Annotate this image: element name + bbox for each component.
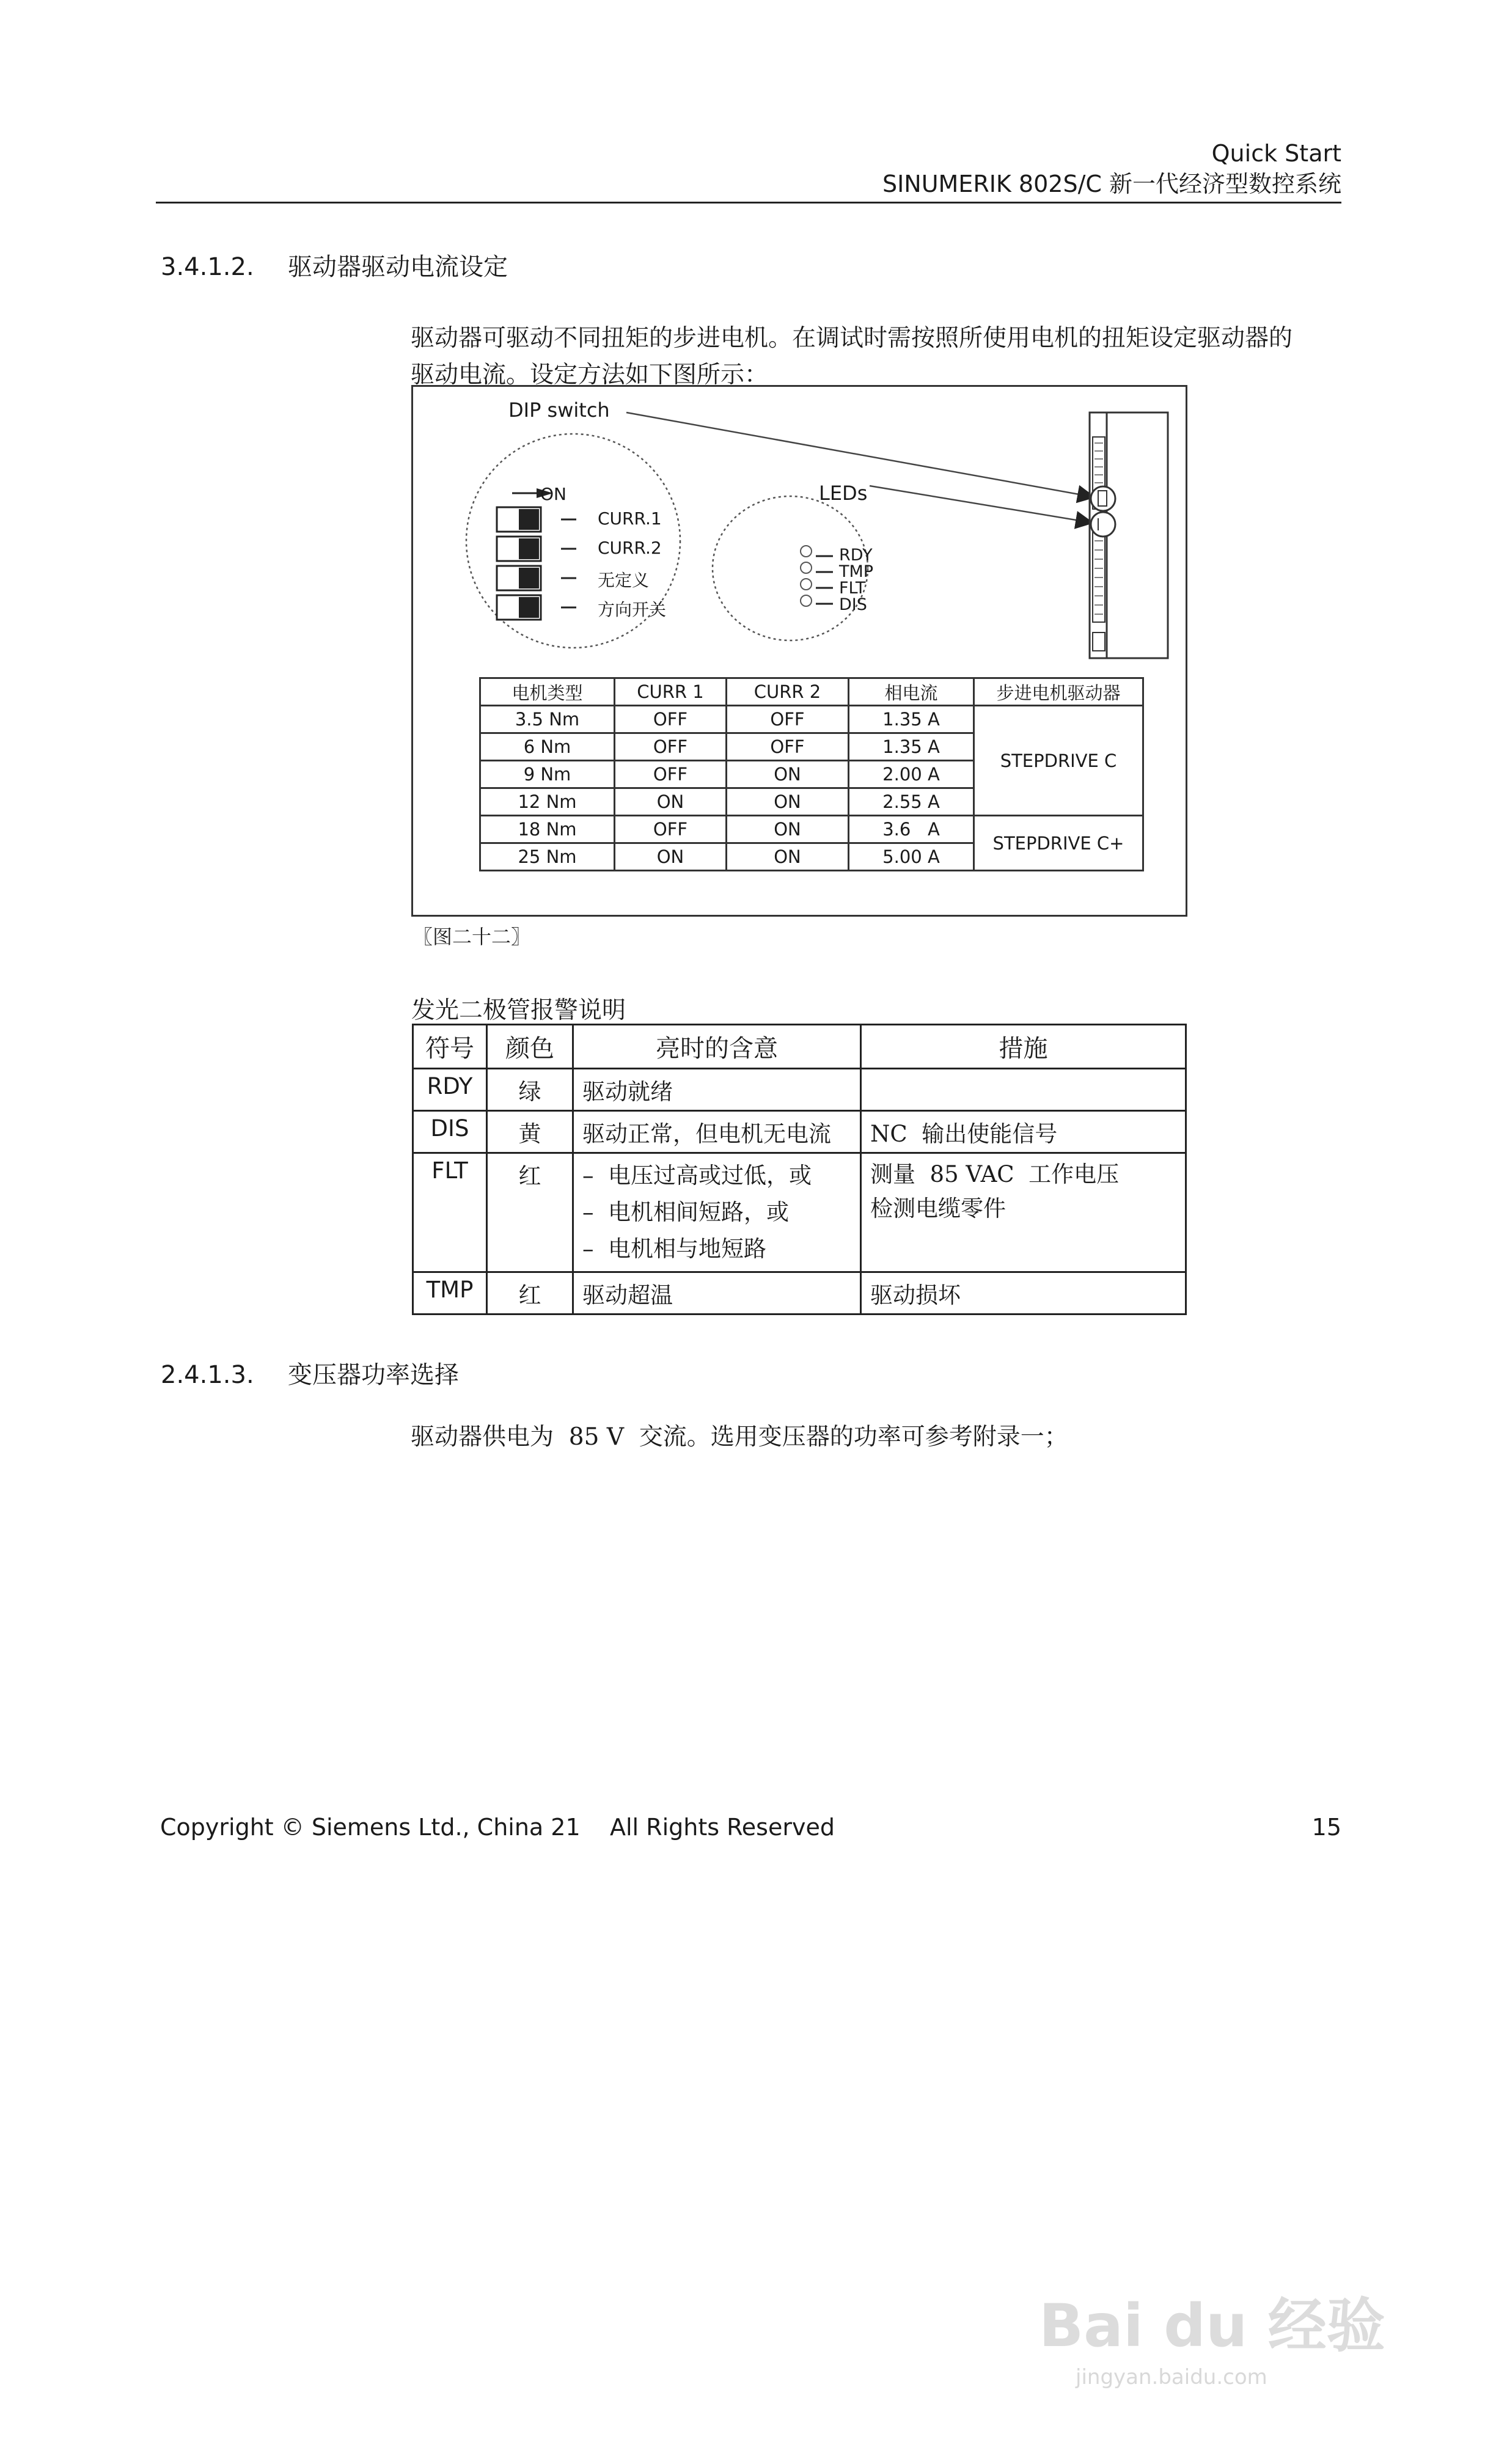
table-cell: 6 Nm: [480, 733, 615, 761]
table-cell: OFF: [615, 761, 727, 788]
led-color-cell: 绿: [487, 1069, 573, 1111]
table-cell: ON: [615, 843, 727, 871]
drive-unit-icon: [1090, 413, 1168, 658]
dip-switch-3-knob: [519, 568, 539, 588]
current-settings-table: [479, 677, 1144, 871]
table-cell: 2.55 A: [849, 788, 974, 816]
led-action-cell: [861, 1153, 1186, 1272]
led-pointer-line: [870, 486, 1091, 522]
table-cell: 25 Nm: [480, 843, 615, 871]
dip-switch-2-knob: [519, 538, 539, 559]
figure-caption: 〖图二十二〗: [413, 925, 531, 948]
dip-switch-bank: [497, 507, 541, 620]
table-cell: ON: [615, 788, 727, 816]
led-color-cell: 红: [487, 1153, 573, 1272]
header-subtitle: SINUMERIK 802S/C 新一代经济型数控系统: [882, 170, 1341, 197]
paragraph-line: 驱动电流。设定方法如下图所示：: [411, 361, 769, 389]
led-meaning-cell: 驱动超温: [573, 1272, 861, 1314]
watermark-url: jingyan.baidu.com: [1076, 2365, 1267, 2389]
led-symbol-cell: FLT: [413, 1153, 487, 1272]
drive-cell: STEPDRIVE C+: [974, 816, 1143, 871]
section-heading-1: [161, 248, 508, 282]
section-number: 3.4.1.2.: [161, 253, 254, 281]
table-cell: ON: [727, 788, 849, 816]
led-symbol-cell: TMP: [413, 1272, 487, 1314]
column-header: 电机类型: [480, 678, 615, 706]
led-color-cell: 红: [487, 1272, 573, 1314]
table-cell: 2.00 A: [849, 761, 974, 788]
meaning-line: – 电机相与地短路: [582, 1236, 767, 1262]
leds-label: LEDs: [819, 482, 868, 505]
table-cell: ON: [727, 761, 849, 788]
table-row: [413, 1272, 1186, 1314]
column-header: CURR 1: [615, 678, 727, 706]
on-label: ON: [540, 484, 566, 504]
table-row: [480, 706, 1143, 733]
column-header: 颜色: [487, 1025, 573, 1069]
led-label-flt: FLT: [839, 579, 866, 598]
table-cell: OFF: [727, 706, 849, 733]
switch-label-curr2: CURR.2: [598, 538, 662, 558]
meaning-line: – 电机相间短路，或: [582, 1199, 790, 1225]
table-cell: 5.00 A: [849, 843, 974, 871]
figure-diagram: [411, 385, 1187, 678]
led-tmp-icon: [801, 562, 812, 573]
column-header: CURR 2: [727, 678, 849, 706]
section-heading-2: [161, 1355, 459, 1390]
column-header: 措施: [861, 1025, 1186, 1069]
intro-paragraph: [411, 320, 1346, 394]
led-label-tmp: TMP: [839, 562, 874, 581]
section-number: 2.4.1.3.: [161, 1361, 254, 1389]
action-line: 测量 85 VAC 工作电压: [870, 1161, 1120, 1187]
table-row: [413, 1111, 1186, 1153]
header-title: Quick Start: [1211, 140, 1341, 167]
table-row: [413, 1153, 1186, 1272]
action-line: 检测电缆零件: [870, 1195, 1006, 1222]
led-rdy-icon: [801, 546, 812, 557]
led-flt-icon: [801, 579, 812, 590]
led-action-cell: NC 输出使能信号: [861, 1111, 1186, 1153]
meaning-line: – 电压过高或过低，或: [582, 1162, 812, 1189]
led-meaning-cell: 驱动正常，但电机无电流: [573, 1111, 861, 1153]
led-alarm-table: [412, 1024, 1187, 1315]
transformer-paragraph: 驱动器供电为 85 V 交流。选用变压器的功率可参考附录一；: [411, 1423, 1068, 1451]
switch-label-curr1: CURR.1: [598, 508, 662, 529]
dip-switch-label: DIP switch: [508, 398, 610, 422]
drive-cell: STEPDRIVE C: [974, 706, 1143, 816]
table-cell: 3.5 Nm: [480, 706, 615, 733]
led-location-circle: [1091, 512, 1115, 537]
led-meaning-cell: 驱动就绪: [573, 1069, 861, 1111]
led-label-dis: DIS: [839, 595, 867, 614]
table-cell: OFF: [615, 816, 727, 843]
led-label-rdy: RDY: [839, 546, 873, 565]
table-cell: OFF: [727, 733, 849, 761]
dip-switch-4-knob: [519, 597, 539, 618]
dip-switch-1-knob: [519, 509, 539, 530]
table-header-row: [413, 1025, 1186, 1069]
table-cell: 1.35 A: [849, 706, 974, 733]
table-cell: 1.35 A: [849, 733, 974, 761]
led-action-cell: [861, 1069, 1186, 1111]
column-header: 亮时的含意: [573, 1025, 861, 1069]
table-row: [480, 816, 1143, 843]
column-header: 相电流: [849, 678, 974, 706]
led-action-cell: 驱动损坏: [861, 1272, 1186, 1314]
column-header: 符号: [413, 1025, 487, 1069]
led-symbol-cell: DIS: [413, 1111, 487, 1153]
table-row: [413, 1069, 1186, 1111]
table-cell: 18 Nm: [480, 816, 615, 843]
paragraph-line: 驱动器可驱动不同扭矩的步进电机。在调试时需按照所使用电机的扭矩设定驱动器的: [411, 324, 1293, 352]
table-cell: 3.6 A: [849, 816, 974, 843]
switch-label-undefined: 无定义: [598, 570, 650, 590]
header-rule: [156, 202, 1341, 204]
led-symbol-cell: RDY: [413, 1069, 487, 1111]
column-header: 步进电机驱动器: [974, 678, 1143, 706]
led-section-title: 发光二极管报警说明: [411, 997, 626, 1024]
section-title: 驱动器驱动电流设定: [288, 253, 508, 281]
led-color-cell: 黄: [487, 1111, 573, 1153]
watermark-logo: Bai du 经验: [1039, 2292, 1385, 2360]
led-dis-icon: [801, 595, 812, 606]
table-cell: OFF: [615, 733, 727, 761]
led-indicators: [801, 546, 812, 606]
page-number: 15: [1311, 1814, 1341, 1841]
footer-copyright: Copyright © Siemens Ltd., China 21 All Rights Reserved: [160, 1814, 835, 1841]
table-cell: ON: [727, 816, 849, 843]
table-cell: ON: [727, 843, 849, 871]
led-meaning-cell: [573, 1153, 861, 1272]
table-cell: 12 Nm: [480, 788, 615, 816]
table-cell: OFF: [615, 706, 727, 733]
table-header-row: [480, 678, 1143, 706]
switch-label-direction: 方向开关: [598, 600, 667, 620]
section-title: 变压器功率选择: [288, 1361, 459, 1389]
table-cell: 9 Nm: [480, 761, 615, 788]
